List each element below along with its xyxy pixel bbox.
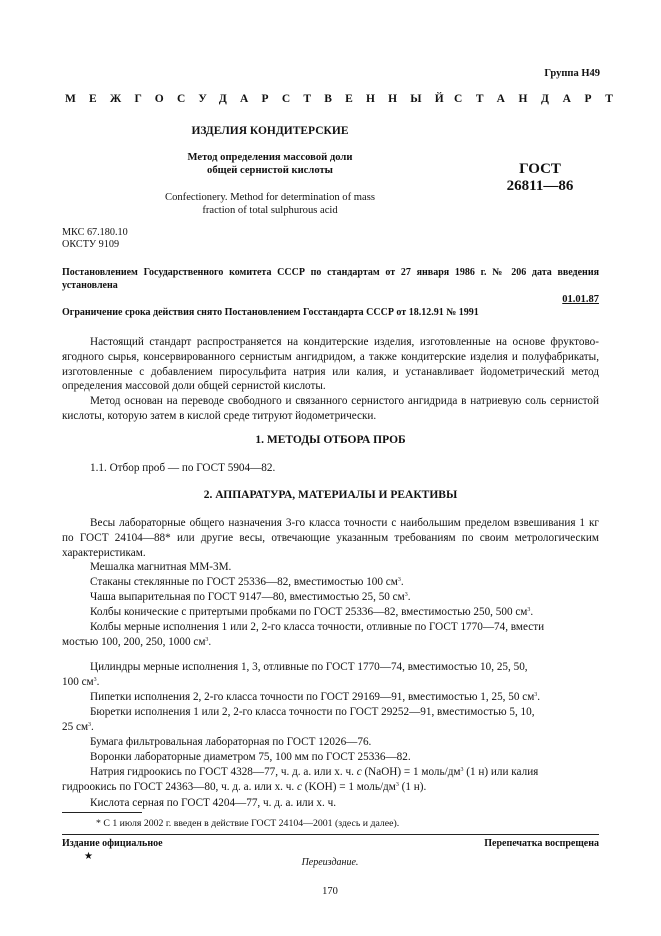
document-title: ИЗДЕЛИЯ КОНДИТЕРСКИЕ <box>191 125 349 137</box>
glasses-item <box>90 575 404 590</box>
period: . <box>91 721 94 733</box>
cube-sup: 3 <box>205 637 209 643</box>
cube-sup: 3 <box>460 767 464 773</box>
conic-flasks-text: Колбы конические с притертыми пробками по ГОСТ 25336—82, вместимостью 250, 500 см <box>90 606 528 618</box>
volumetric-flasks-line1: Колбы мерные исполнения 1 или 2, 2-го класса точности, отливные по ГОСТ 1770—74, вмести <box>90 621 545 633</box>
cube-sup: 3 <box>534 692 538 698</box>
footnote-rule <box>62 812 142 813</box>
cube-sup: 3 <box>397 577 401 583</box>
section-1-heading: 1. МЕТОДЫ ОТБОРА ПРОБ <box>255 434 406 446</box>
page-number: 170 <box>322 886 338 897</box>
reissue-note: Переиздание. <box>301 857 359 868</box>
period: . <box>407 591 411 603</box>
subtitle-line2: общей сернистой кислоты <box>207 165 333 176</box>
koh-text: гидроокись по ГОСТ 24363—80, ч. д. а. или х. ч. <box>62 781 295 793</box>
naoh-text: Натрия гидроокись по ГОСТ 4328—77, ч. д. а. или х. ч. <box>90 766 354 778</box>
decree-text: Постановлением Государственного комитета СССР по стандартам от 27 января 1986 г. № 206 дата введения установлена <box>62 267 599 291</box>
concentration-var: с <box>296 781 302 793</box>
glasses-text: Стаканы стеклянные по ГОСТ 25336—82, вместимостью 100 см <box>90 576 398 588</box>
period: . <box>208 636 212 648</box>
burettes-line1: Бюретки исполнения 1 или 2, 2-го класса точности по ГОСТ 29252—91, вместимостью 5, 10, <box>90 706 535 718</box>
concentration-var: с <box>356 766 362 778</box>
cube-sup: 3 <box>93 677 97 683</box>
cube-sup: 3 <box>527 607 531 613</box>
intro-paragraph-1: Настоящий стандарт распространяется на кондитерские изделия, изготовленные на основе фруктово-ягодного сырья, консервированного сернистым ангидридом, а также кондитерские изделия и полуфабрикаты, изготовленные с добавлением пиросульфита натрия или калия, и устанавливает йодометрический метод определения массовой доли общей сернистой кислоты. <box>62 336 599 393</box>
gost-label: ГОСТ <box>519 161 561 177</box>
pipettes-text: Пипетки исполнения 2, 2-го класса точности по ГОСТ 29169—91, вместимостью 1, 25, 50 см <box>90 691 535 703</box>
burettes-text: 25 см <box>62 721 89 733</box>
funnels-item: Воронки лабораторные диаметром 75, 100 мм по ГОСТ 25336—82. <box>90 751 411 763</box>
scales-item: Весы лабораторные общего назначения 3-го класса точности с наибольшим пределом взвешивания 1 кг по ГОСТ 24104—88* или другие весы, отвечающие указанным требованиям по своим метрологическим характеристикам. <box>62 517 599 559</box>
dish-item <box>90 590 411 605</box>
banner-standard: СТАНДАРТ <box>454 93 627 105</box>
sulfuric-acid-item: Кислота серная по ГОСТ 4204—77, ч. д. а. или х. ч. <box>90 797 337 809</box>
banner-interstate: МЕЖГОСУДАРСТВЕННЫЙ <box>65 93 457 105</box>
burettes-line2 <box>62 720 94 735</box>
cube-sup: 3 <box>395 782 399 788</box>
cube-sup: 3 <box>88 722 92 728</box>
cylinders-line2 <box>62 675 99 690</box>
footer-rule <box>62 834 599 835</box>
section-2-heading: 2. АППАРАТУРА, МАТЕРИАЛЫ И РЕАКТИВЫ <box>203 489 458 501</box>
volumetric-flasks-text: мостью 100, 200, 250, 1000 см <box>62 636 206 648</box>
naoh-formula: (NaOH) = 1 моль/дм <box>364 766 461 778</box>
cylinders-text: 100 см <box>62 676 94 688</box>
english-title-line2: fraction of total sulphurous acid <box>202 205 338 216</box>
intro-paragraph-2: Метод основан на переводе свободного и связанного сернистого ангидрида в натриевую соль сернистой кислоты, которую затем в кислой среде титруют йодометрически. <box>62 395 599 422</box>
filter-paper-item: Бумага фильтровальная лабораторная по ГОСТ 12026—76. <box>90 736 372 748</box>
gost-number: 26811—86 <box>506 178 574 194</box>
volumetric-flasks-line2 <box>62 635 211 650</box>
okstu-code: ОКСТУ 9109 <box>62 239 120 250</box>
english-title-line1: Confectionery. Method for determination of mass <box>165 192 375 203</box>
naoh-line <box>90 765 538 780</box>
subtitle-line1: Метод определения массовой доли <box>187 152 353 163</box>
period: . <box>96 676 100 688</box>
introduction-date: 01.01.87 <box>562 294 599 305</box>
koh-formula: (KOH) = 1 моль/дм <box>304 781 396 793</box>
official-edition: Издание официальное <box>62 838 163 849</box>
naoh-tail: (1 н) или калия <box>466 766 539 778</box>
cube-sup: 3 <box>404 592 408 598</box>
period: . <box>530 606 534 618</box>
section-1-item: 1.1. Отбор проб — по ГОСТ 5904—82. <box>90 462 276 474</box>
star-mark: ★ <box>84 851 93 862</box>
limitation-text: Ограничение срока действия снято Постановлением Госстандарта СССР от 18.12.91 № 1991 <box>62 307 479 318</box>
stirrer-item: Мешалка магнитная ММ-3М. <box>90 561 232 573</box>
conic-flasks-item <box>90 605 533 620</box>
pipettes-item <box>90 690 540 705</box>
koh-line <box>62 780 426 795</box>
period: . <box>400 576 404 588</box>
reprint-prohibited: Перепечатка воспрещена <box>484 838 599 849</box>
period: . <box>537 691 541 703</box>
dish-text: Чаша выпарительная по ГОСТ 9147—80, вместимостью 25, 50 см <box>90 591 405 603</box>
mks-code: МКС 67.180.10 <box>62 227 128 238</box>
cylinders-line1: Цилиндры мерные исполнения 1, 3, отливные по ГОСТ 1770—74, вместимостью 10, 25, 50, <box>90 661 528 673</box>
koh-tail: (1 н). <box>401 781 427 793</box>
footnote: * С 1 июля 2002 г. введен в действие ГОСТ 24104—2001 (здесь и далее). <box>96 818 400 829</box>
group-code: Группа Н49 <box>544 68 600 79</box>
